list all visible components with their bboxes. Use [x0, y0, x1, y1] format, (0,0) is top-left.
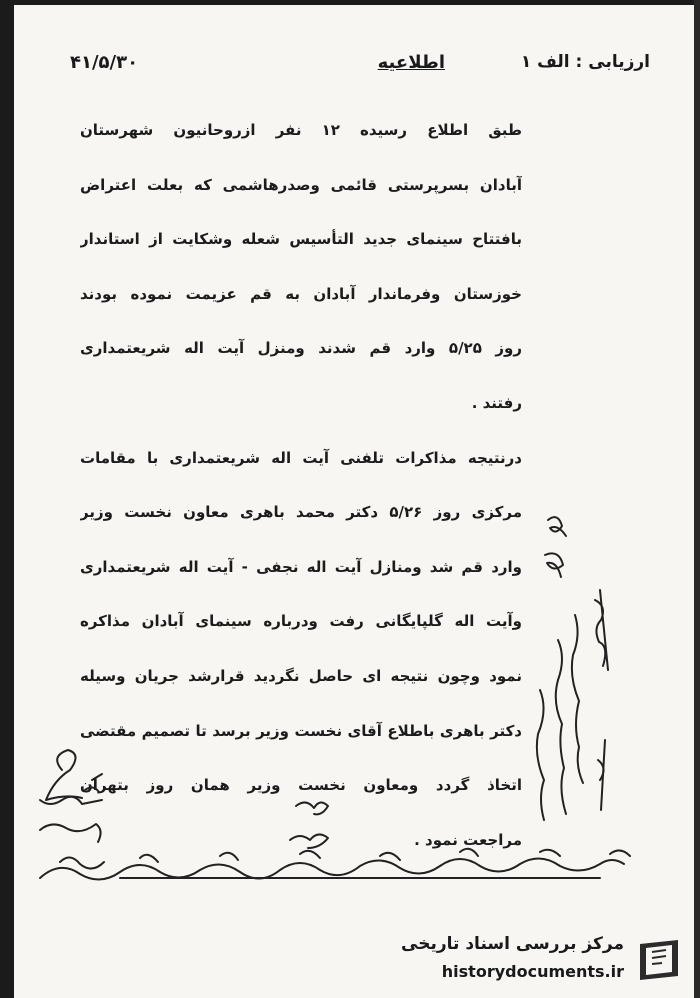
- scan-edge-top: [0, 0, 700, 5]
- margin-note-scribble: [556, 640, 566, 814]
- margin-note-scribble: [548, 517, 566, 536]
- body-line: مرکزی روز ۵/۲۶ دکتر محمد باهری معاون نخست وزیر: [80, 503, 522, 522]
- archive-url: historydocuments.ir: [441, 962, 624, 981]
- scan-edge-left: [0, 0, 14, 998]
- body-line: نمود وچون نتیجه ای حاصل نگردید قرارشد جریان وسیله: [80, 666, 522, 685]
- body-line: وارد قم شد ومنازل آیت اله نجفی - آیت اله شریعتمداری: [80, 557, 522, 576]
- body-line: بافتتاح سینمای جدید التأسیس شعله وشکایت از استاندار: [80, 230, 522, 249]
- body-line: رفتند .: [471, 393, 522, 412]
- margin-note-scribble: [598, 740, 605, 810]
- scan-edge-right: [694, 0, 700, 998]
- archive-name: مرکز بررسی اسناد تاریخی: [401, 934, 624, 954]
- body-line: روز ۵/۲۵ وارد قم شدند ومنزل آیت اله شریعتمداری: [80, 339, 522, 358]
- margin-note-scribble: [572, 615, 583, 783]
- document-date: ۴۱/۵/۳۰: [70, 52, 139, 73]
- body-line: خوزستان وفرماندار آبادان به قم عزیمت نموده بودند: [80, 284, 522, 303]
- margin-note-scribble: [545, 553, 563, 577]
- body-line: طبق اطلاع رسیده ۱۲ نفر ازروحانیون شهرستان: [80, 121, 522, 139]
- body-line: اتخاذ گردد ومعاون نخست وزیر همان روز بتهران: [80, 776, 522, 795]
- document-header: [60, 52, 650, 86]
- body-line: دکتر باهری باطلاع آقای نخست وزیر برسد تا تصمیم مقتضی: [80, 721, 522, 740]
- body-line: مراجعت نمود .: [414, 830, 522, 849]
- margin-note-scribble: [537, 690, 544, 820]
- archive-watermark: [401, 928, 686, 990]
- classification-label: ارزیابی : الف ۱: [520, 52, 650, 72]
- document-body: [80, 115, 522, 879]
- body-line: وآیت اله گلپایگانی رفت ودرباره سینمای آبادان مذاکره: [80, 612, 522, 631]
- body-line: درنتیجه مذاکرات تلفنی آیت اله شریعتمداری با مقامات: [80, 448, 522, 467]
- margin-note-scribble: [46, 750, 82, 800]
- body-line: آبادان بسرپرستی قائمی وصدرهاشمی که بعلت اعتراض: [80, 175, 522, 194]
- archive-logo-icon: [632, 932, 686, 986]
- document-title: اطلاعیه: [377, 52, 445, 73]
- margin-note-scribble: [595, 590, 608, 670]
